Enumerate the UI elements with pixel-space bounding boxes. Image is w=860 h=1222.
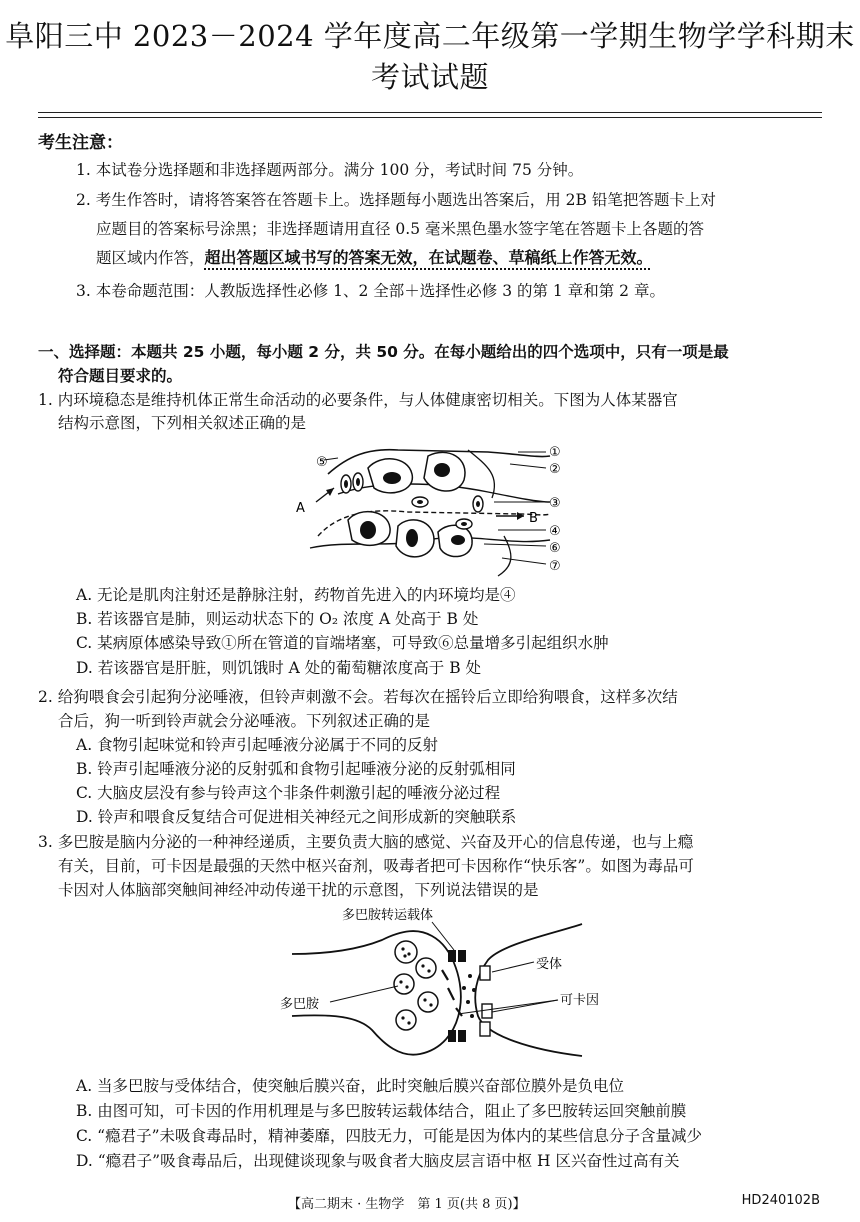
q1-fig-label-a: A — [296, 501, 305, 516]
q2-option-c: C. 大脑皮层没有参与铃声这个非条件刺激引起的唾液分泌过程 — [76, 784, 501, 802]
q3-option-b: B. 由图可知，可卡因的作用机理是与多巴胺转运载体结合，阻止了多巴胺转运回突触前膜 — [76, 1102, 687, 1120]
notice-heading: 考生注意： — [38, 133, 123, 153]
notice-line-3: 应题目的答案标号涂黑；非选择题请用直径 0.5 毫米黑色墨水签字笔在答题卡上各题的答 — [96, 220, 705, 238]
q1-fig-label-1: ① — [549, 445, 561, 460]
q3-fig-label-transporter: 多巴胺转运载体 — [342, 908, 434, 923]
q3-option-d: D. “瘾君子”吸食毒品后，出现健谈现象与吸食者大脑皮层言语中枢 H 区兴奋性过高有关 — [76, 1152, 680, 1170]
q1-fig-label-6: ⑥ — [549, 541, 561, 556]
q2-option-b: B. 铃声引起唾液分泌的反射弧和食物引起唾液分泌的反射弧相同 — [76, 760, 516, 778]
notice-line-4 — [96, 248, 653, 268]
header-rule-top — [38, 112, 822, 113]
q1-stem-line1: 1. 内环境稳态是维持机体正常生命活动的必要条件，与人体健康密切相关。下图为人体某器官 — [38, 391, 678, 409]
exam-title: 阜阳三中 2023－2024 学年度高二年级第一学期生物学学科期末考试试题 — [5, 19, 855, 94]
section-heading-cont: 符合题目要求的。 — [58, 367, 183, 385]
q3-figure — [272, 904, 602, 1070]
q1-fig-label-2: ② — [549, 462, 561, 477]
q2-stem-line2: 合后，狗一听到铃声就会分泌唾液。下列叙述正确的是 — [58, 712, 431, 730]
q2-stem-line1: 2. 给狗喂食会引起狗分泌唾液，但铃声刺激不会。若每次在摇铃后立即给狗喂食，这样多次结 — [38, 688, 678, 706]
q3-option-c: C. “瘾君子”未吸食毒品时，精神萎靡，四肢无力，可能是因为体内的某些信息分子含量减少 — [76, 1127, 703, 1145]
section-heading: 一、选择题：本题共 25 小题，每小题 2 分，共 50 分。在每小题给出的四个选项中，只有一项是最 — [38, 343, 729, 361]
notice-line-5: 3. 本卷命题范围：人教版选择性必修 1、2 全部＋选择性必修 3 的第 1 章和第 2 章。 — [76, 282, 665, 300]
q2-option-d: D. 铃声和喂食反复结合可促进相关神经元之间形成新的突触联系 — [76, 808, 517, 826]
header-rule-bottom — [38, 117, 822, 118]
q3-stem-line3: 卡因对人体脑部突触间神经冲动传递干扰的示意图，下列说法错误的是 — [58, 881, 539, 899]
q1-option-a: A. 无论是肌肉注射还是静脉注射，药物首先进入的内环境均是④ — [76, 586, 516, 604]
q1-fig-label-4: ④ — [549, 524, 561, 539]
q1-option-d: D. 若该器官是肝脏，则饥饿时 A 处的葡萄糖浓度高于 B 处 — [76, 659, 482, 677]
footer-page-info: 【高二期末 · 生物学 第 1 页(共 8 页)】 — [288, 1197, 526, 1212]
q1-fig-label-7: ⑦ — [549, 559, 561, 574]
notice-line-4-start: 题区域内作答， — [96, 249, 205, 267]
q1-fig-label-3: ③ — [549, 496, 561, 511]
notice-line-2: 2. 考生作答时，请将答案答在答题卡上。选择题每小题选出答案后，用 2B 铅笔把答题卡上对 — [76, 191, 716, 209]
q1-fig-label-b: B — [529, 511, 538, 526]
notice-emphasis: 超出答题区域书写的答案无效，在试题卷、草稿纸上作答无效。 — [204, 248, 653, 267]
q1-stem-line2: 结构示意图，下列相关叙述正确的是 — [58, 414, 307, 432]
footer-code: HD240102B — [741, 1193, 820, 1208]
q3-fig-label-dopamine: 多巴胺 — [280, 997, 320, 1012]
q3-fig-label-cocaine: 可卡因 — [560, 993, 600, 1008]
q3-fig-label-receptor: 受体 — [536, 957, 563, 972]
q1-fig-label-5: ⑤ — [316, 455, 328, 470]
q1-option-b: B. 若该器官是肺，则运动状态下的 O₂ 浓度 A 处高于 B 处 — [76, 610, 479, 628]
q3-stem-line2: 有关，目前，可卡因是最强的天然中枢兴奋剂，吸毒者把可卡因称作“快乐客”。如图为毒品可 — [58, 857, 694, 875]
q3-stem-line1: 3. 多巴胺是脑内分泌的一种神经递质，主要负责大脑的感觉、兴奋及开心的信息传递，也与上瘾 — [38, 833, 694, 851]
q3-option-a: A. 当多巴胺与受体结合，使突触后膜兴奋，此时突触后膜兴奋部位膜外是负电位 — [76, 1077, 625, 1095]
q1-option-c: C. 某病原体感染导致①所在管道的盲端堵塞，可导致⑥总量增多引起组织水肿 — [76, 634, 609, 652]
notice-line-1: 1. 本试卷分选择题和非选择题两部分。满分 100 分，考试时间 75 分钟。 — [76, 161, 584, 179]
q1-figure — [288, 436, 578, 580]
q2-option-a: A. 食物引起味觉和铃声引起唾液分泌属于不同的反射 — [76, 736, 439, 754]
